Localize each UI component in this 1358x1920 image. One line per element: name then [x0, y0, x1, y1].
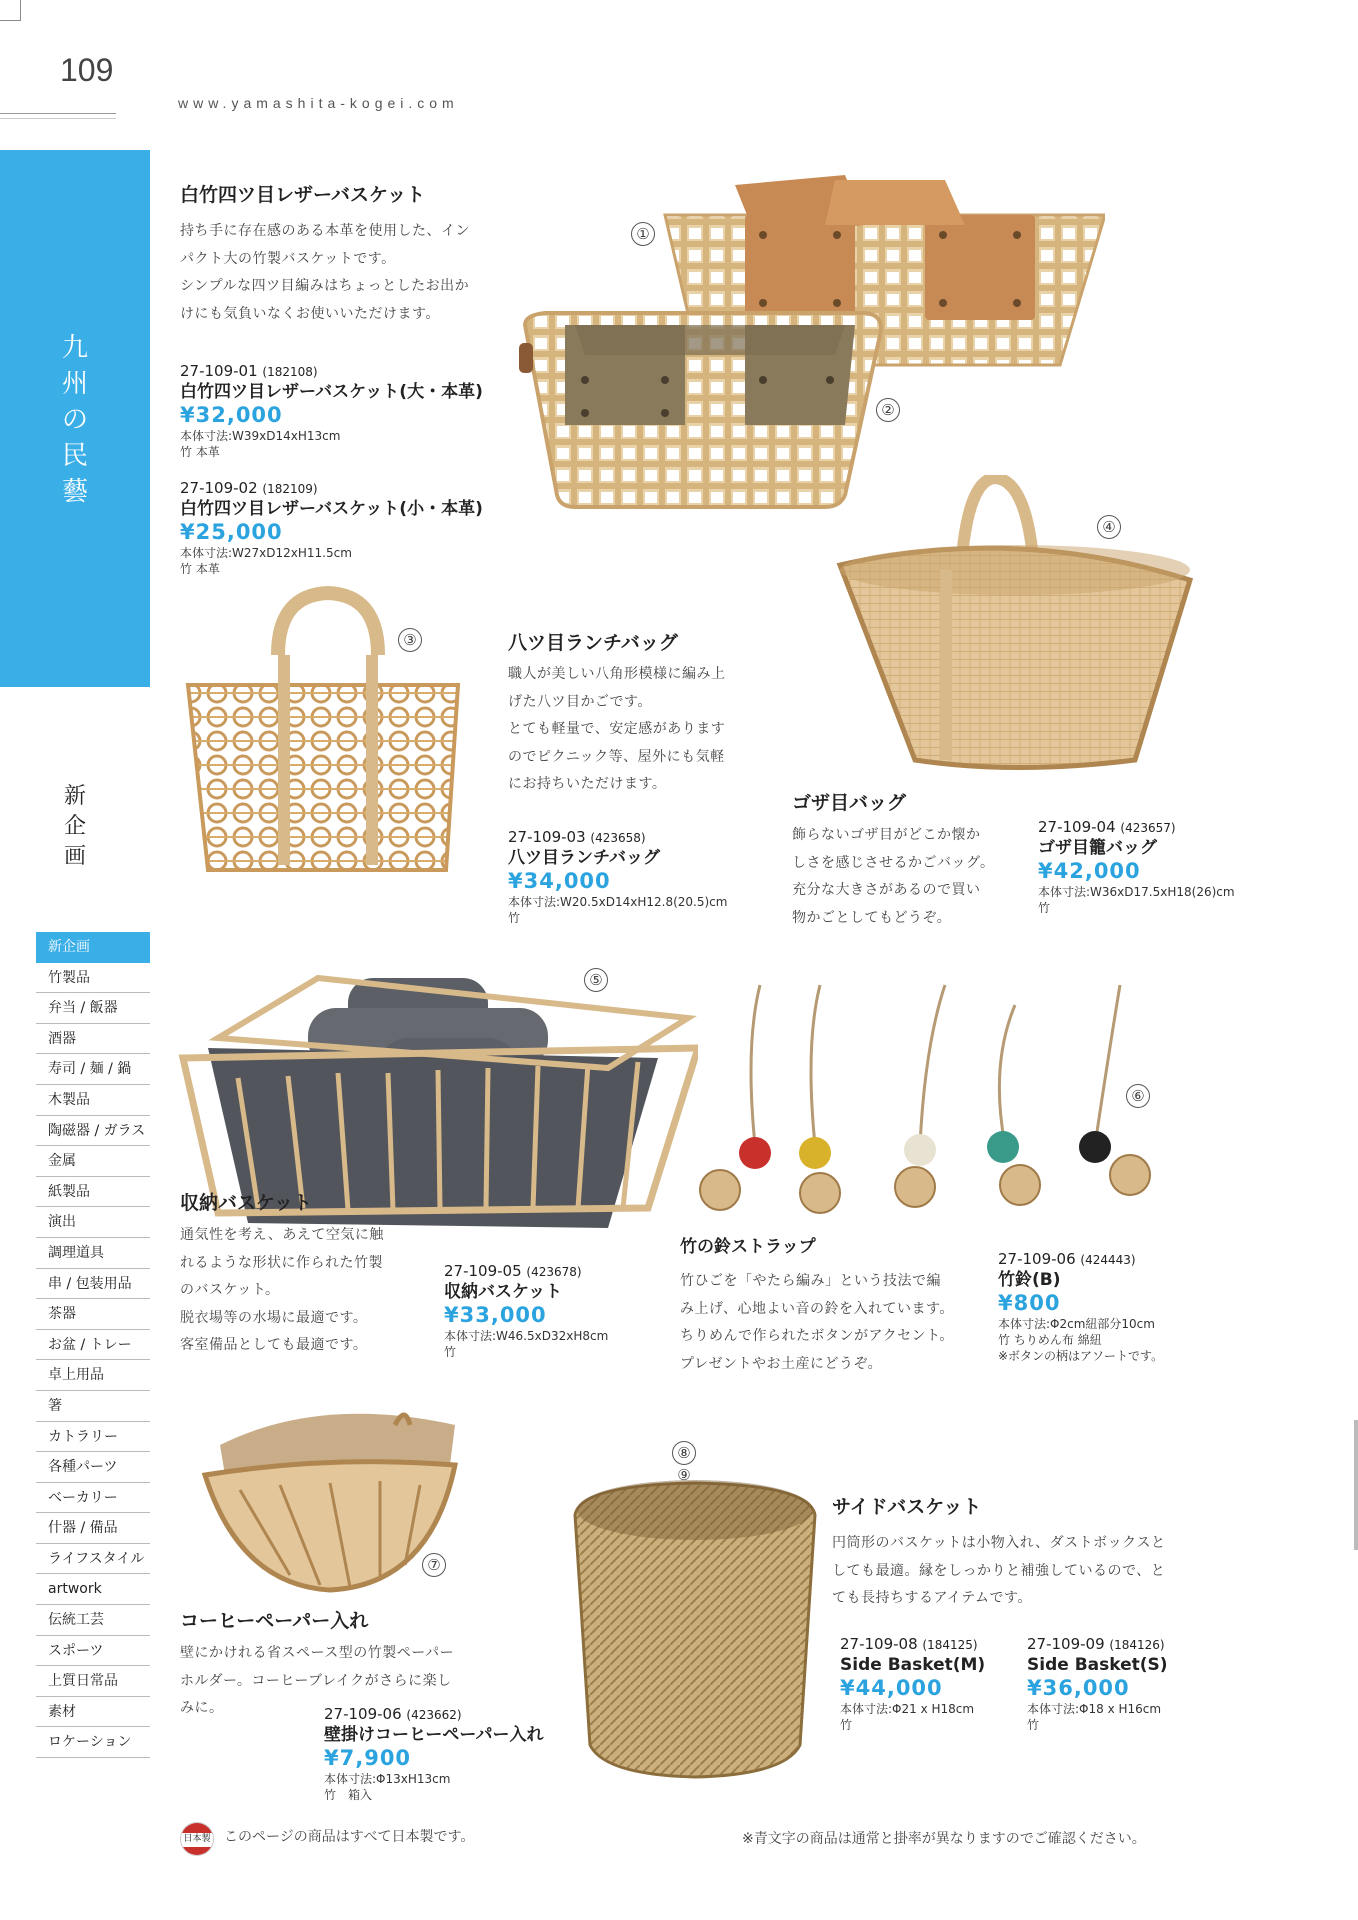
site-url[interactable]: www.yamashita-kogei.com — [178, 95, 459, 111]
marker-5: ⑤ — [584, 968, 608, 992]
product-block: 27-109-09 (184126) Side Basket(S) ¥36,000 本体寸法:Φ18 x H16cm 竹 — [1027, 1635, 1168, 1732]
category-nav-item[interactable]: 新企画 — [36, 932, 150, 963]
category-nav-item[interactable]: 陶磁器 / ガラス — [36, 1116, 150, 1147]
category-nav-item[interactable]: 調理道具 — [36, 1238, 150, 1269]
category-nav-item[interactable]: 各種パーツ — [36, 1452, 150, 1483]
section-label — [60, 782, 90, 872]
product-block: 27-109-06 (424443) 竹鈴(B) ¥800 本体寸法:Φ2cm紐部分10cm 竹 ちりめん布 綿紐 ※ボタンの柄はアソートです。 — [998, 1250, 1164, 1363]
region-label-char: の — [61, 405, 88, 435]
category-nav-item[interactable]: 上質日常品 — [36, 1666, 150, 1697]
category-nav-item[interactable]: 什器 / 備品 — [36, 1513, 150, 1544]
side-basket-photo — [570, 1475, 820, 1780]
category-nav-item[interactable]: スポーツ — [36, 1636, 150, 1667]
marker-1: ① — [631, 222, 655, 246]
bell-strap-photo — [690, 975, 1170, 1235]
made-in-japan-badge: 日本製 — [180, 1822, 214, 1856]
footer-made-in-japan: このページの商品はすべて日本製です。 — [224, 1829, 475, 1845]
product-block: 27-109-06 (423662) 壁掛けコーヒーペーパー入れ ¥7,900 本体寸法:Φ13xH13cm 竹 箱入 — [324, 1705, 544, 1802]
product-price: ¥25,000 — [180, 520, 283, 544]
footer-note: ※青文字の商品は通常と掛率が異なりますのでご確認ください。 — [742, 1831, 1146, 1847]
product-sku: 27-109-01 (182108) — [180, 362, 318, 380]
marker-7: ⑦ — [422, 1553, 446, 1577]
category-nav-item[interactable]: 演出 — [36, 1207, 150, 1238]
category-nav-item[interactable]: 寿司 / 麺 / 鍋 — [36, 1054, 150, 1085]
region-label-char: 州 — [61, 369, 88, 399]
marker-2: ② — [876, 398, 900, 422]
product-block: 27-109-02 (182109) 白竹四ツ目レザーバスケット(小・本革) ¥25,000 本体寸法:W27xD12xH11.5cm 竹 本革 — [180, 479, 483, 576]
page-number: 109 — [60, 52, 114, 88]
section-desc-goza: 飾らないゴザ目がどこか懐か しさを感じさせるかごバッグ。 充分な大きさがあるので買い 物かごとしてもどうぞ。 — [792, 827, 995, 926]
product-price: ¥32,000 — [180, 403, 283, 427]
product-name: 白竹四ツ目レザーバスケット(小・本革) — [180, 499, 483, 519]
product-block: 27-109-01 (182108) 白竹四ツ目レザーバスケット(大・本革) ¥32,000 本体寸法:W39xD14xH13cm 竹 本革 — [180, 362, 483, 459]
section-title-leather: 白竹四ツ目レザーバスケット — [180, 184, 426, 206]
category-nav-item[interactable]: 串 / 包装用品 — [36, 1269, 150, 1300]
section-desc-bell: 竹ひごを「やたら編み」という技法で編 み上げ、心地よい音の鈴を入れています。 ちりめんで作られたボタンがアクセント。 プレゼントやお土産にどうぞ。 — [680, 1273, 954, 1372]
section-desc-leather: 持ち手に存在感のある本革を使用した、イン パクト大の竹製バスケットです。 シンプルな四ツ目編みはちょっとしたお出か けにも気負いなくお使いいただけます。 — [180, 223, 470, 322]
category-nav-item[interactable]: 伝統工芸 — [36, 1605, 150, 1636]
marker-4: ④ — [1097, 515, 1121, 539]
section-label-char: 画 — [63, 844, 86, 869]
section-desc-storage: 通気性を考え、あえて空気に触 れるような形状に作られた竹製 のバスケット。 脱衣場等の水場に最適です。 客室備品としても最適です。 — [180, 1227, 384, 1353]
leather-basket-photo — [505, 175, 1105, 515]
category-nav-item[interactable]: 竹製品 — [36, 963, 150, 994]
page-edge-mark — [1354, 1420, 1358, 1550]
category-nav-item[interactable]: ライフスタイル — [36, 1544, 150, 1575]
section-label-char: 企 — [63, 814, 86, 839]
section-desc-side: 円筒形のバスケットは小物入れ、ダストボックスと しても最適。縁をしっかりと補強しているので、と ても長持ちするアイテムです。 — [832, 1535, 1166, 1606]
region-label-char: 九 — [61, 333, 88, 363]
marker-8: ⑧ ⑨ — [672, 1441, 696, 1465]
region-tab — [0, 150, 150, 687]
category-nav — [36, 932, 150, 1758]
region-label — [58, 330, 92, 510]
product-block: 27-109-05 (423678) 収納バスケット ¥33,000 本体寸法:W46.5xD32xH8cm 竹 — [444, 1262, 609, 1359]
section-title-bell: 竹の鈴ストラップ — [680, 1237, 816, 1257]
goza-bag-photo — [835, 475, 1205, 775]
section-title-lunch: 八ツ目ランチバッグ — [508, 632, 678, 654]
category-nav-item[interactable]: 素材 — [36, 1697, 150, 1728]
product-block: 27-109-08 (184125) Side Basket(M) ¥44,000 本体寸法:Φ21 x H18cm 竹 — [840, 1635, 986, 1732]
region-label-char: 民 — [61, 441, 88, 471]
marker-6: ⑥ — [1126, 1084, 1150, 1108]
region-label-char: 藝 — [61, 477, 88, 507]
product-block: 27-109-04 (423657) ゴザ目籠バッグ ¥42,000 本体寸法:W36xD17.5xH18(26)cm 竹 — [1038, 818, 1235, 915]
section-title-side: サイドバスケット — [832, 1496, 982, 1518]
category-nav-item[interactable]: 弁当 / 飯器 — [36, 993, 150, 1024]
product-name: 白竹四ツ目レザーバスケット(大・本革) — [180, 382, 483, 402]
category-nav-item[interactable]: 茶器 — [36, 1299, 150, 1330]
section-title-storage: 収納バスケット — [180, 1192, 313, 1214]
category-nav-item[interactable]: お盆 / トレー — [36, 1330, 150, 1361]
section-desc-coffee: 壁にかけれる省スペース型の竹製ペーパー ホルダー。コーヒーブレイクがさらに楽し みに。 — [180, 1645, 455, 1716]
category-nav-item[interactable]: 紙製品 — [36, 1177, 150, 1208]
product-block: 27-109-03 (423658) 八ツ目ランチバッグ ¥34,000 本体寸法:W20.5xD14xH12.8(20.5)cm 竹 — [508, 828, 728, 925]
category-nav-item[interactable]: artwork — [36, 1574, 150, 1605]
section-label-char: 新 — [63, 784, 86, 809]
category-nav-item[interactable]: 酒器 — [36, 1024, 150, 1055]
marker-3: ③ — [398, 628, 422, 652]
divider — [0, 118, 116, 119]
crop-mark — [0, 0, 21, 21]
product-sku: 27-109-02 (182109) — [180, 479, 318, 497]
category-nav-item[interactable]: 卓上用品 — [36, 1360, 150, 1391]
section-title-goza: ゴザ目バッグ — [792, 792, 907, 814]
category-nav-item[interactable]: ベーカリー — [36, 1483, 150, 1514]
category-nav-item[interactable]: 木製品 — [36, 1085, 150, 1116]
lunch-bag-photo — [178, 585, 473, 880]
category-nav-item[interactable]: 金属 — [36, 1146, 150, 1177]
section-title-coffee: コーヒーペーパー入れ — [180, 1610, 369, 1632]
divider — [0, 113, 116, 114]
section-desc-lunch: 職人が美しい八角形模様に編み上 げた八ツ目かごです。 とても軽量で、安定感があります のでピクニック等、屋外にも気軽 にお持ちいただけます。 — [508, 666, 726, 792]
category-nav-item[interactable]: ロケーション — [36, 1727, 150, 1758]
category-nav-item[interactable]: カトラリー — [36, 1422, 150, 1453]
category-nav-item[interactable]: 箸 — [36, 1391, 150, 1422]
